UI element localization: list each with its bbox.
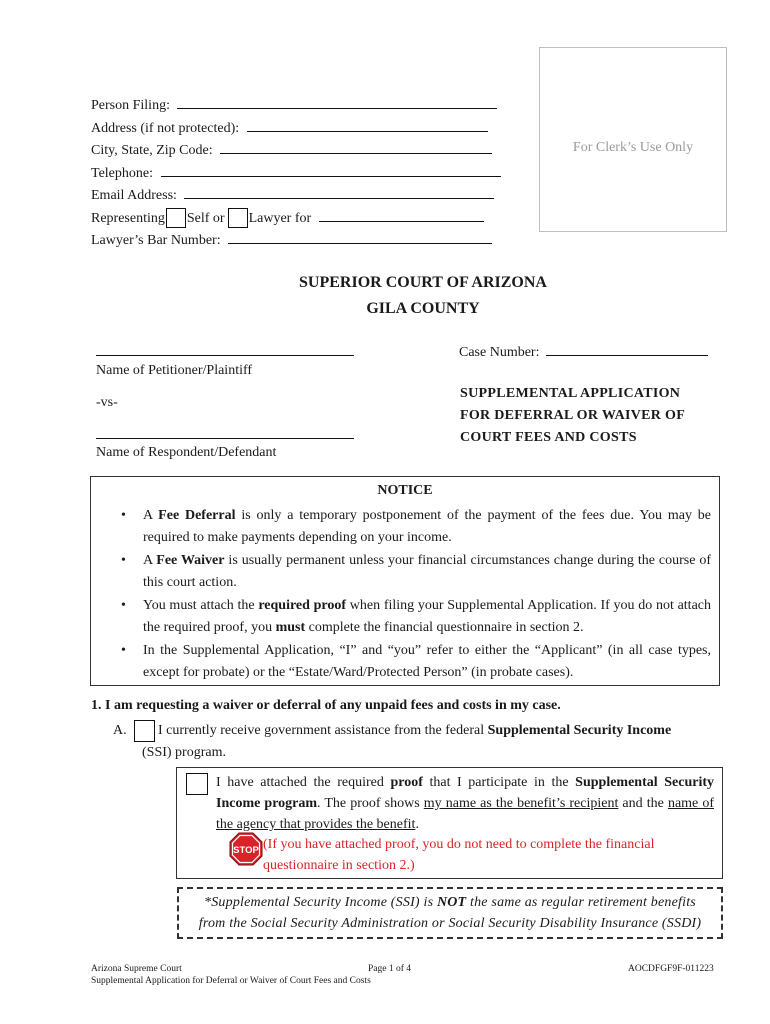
telephone-label: Telephone:	[91, 165, 153, 181]
lawyer-for-field[interactable]	[319, 207, 484, 222]
petitioner-label: Name of Petitioner/Plaintiff	[96, 363, 253, 378]
item-a-text: I currently receive government assistance from the federal Supplemental Security Income	[158, 723, 672, 738]
person-filing-label: Person Filing:	[91, 98, 170, 113]
case-number-row	[459, 341, 708, 361]
court-name: SUPERIOR COURT OF ARIZONA	[299, 274, 547, 291]
item-a-checkbox[interactable]	[134, 720, 155, 742]
self-label: Self or	[186, 210, 225, 226]
form-title-line1: SUPPLEMENTAL APPLICATION	[460, 386, 681, 401]
versus-label: -vs-	[96, 395, 118, 410]
notice-box	[90, 476, 720, 686]
clerk-use-box	[539, 47, 727, 232]
section-1-heading: 1. I am requesting a waiver or deferral of any unpaid fees and costs in my case.	[91, 698, 561, 713]
case-number-field[interactable]	[546, 341, 708, 356]
item-a	[113, 720, 713, 760]
respondent-label: Name of Respondent/Defendant	[96, 445, 277, 460]
proof-box	[176, 767, 723, 879]
address-field[interactable]	[247, 117, 488, 132]
stop-note: (If you have attached proof, you do not need to complete the financial questionnaire in section 2.)	[263, 837, 655, 873]
lawyer-for-label: Lawyer for	[248, 210, 312, 226]
lawyer-checkbox[interactable]	[228, 208, 248, 228]
self-checkbox[interactable]	[166, 208, 186, 228]
footer-form-code: AOCDFGF9F-011223	[628, 964, 714, 974]
stop-sign-label: STOP	[233, 845, 259, 856]
case-number-label: Case Number:	[459, 345, 540, 360]
filer-info	[91, 94, 501, 252]
item-a-letter: A.	[113, 723, 127, 738]
bar-number-field[interactable]	[228, 229, 492, 244]
stop-sign-icon	[229, 832, 263, 866]
notice-item-fee-deferral: • A Fee Deferral is only a temporary postponement of the payment of the fees due. You may be required to make payments depending on your income.	[143, 505, 719, 549]
item-a-text-cont: (SSI) program.	[142, 745, 226, 760]
clerk-use-label: For Clerk’s Use Only	[572, 140, 694, 155]
form-title-line3: COURT FEES AND COSTS	[460, 430, 637, 445]
footer-court: Arizona Supreme Court	[91, 964, 182, 974]
ssi-note: *Supplemental Security Income (SSI) is NOT the same as regular retirement benefits from the Social Security Administration or Social Security Disability Insurance (SSDI)	[198, 895, 702, 931]
footer-form-name: Supplemental Application for Deferral or Waiver of Court Fees and Costs	[91, 976, 371, 986]
notice-item-required-proof: • You must attach the required proof when filing your Supplemental Application. If you do not attach the required proof, you must complete the financial questionnaire in section 2.	[143, 595, 719, 639]
footer-page-number: Page 1 of 4	[368, 964, 412, 974]
form-title	[460, 383, 685, 449]
ssi-note-box	[177, 887, 723, 939]
petitioner-name-field[interactable]	[96, 341, 354, 356]
notice-item-fee-waiver: • A Fee Waiver is usually permanent unless your financial circumstances change during the course of this court action.	[143, 550, 719, 594]
representing-label: Representing	[91, 210, 165, 226]
address-label: Address (if not protected):	[91, 120, 240, 136]
footer-left	[91, 963, 371, 987]
city-state-zip-field[interactable]	[220, 139, 492, 154]
proof-attached-checkbox[interactable]	[186, 773, 208, 795]
form-title-line2: FOR DEFERRAL OR WAIVER OF	[460, 408, 686, 423]
proof-statement: I have attached the required proof that I participate in the Supplemental Security Income program. The proof shows my name as the benefit’s recipient and the name of the agency that provides the benefit.	[216, 775, 715, 832]
email-field[interactable]	[184, 184, 494, 199]
bar-number-label: Lawyer’s Bar Number:	[91, 233, 221, 248]
county-name: GILA COUNTY	[366, 300, 480, 317]
notice-heading: NOTICE	[377, 483, 433, 498]
city-state-zip-label: City, State, Zip Code:	[91, 143, 213, 158]
telephone-field[interactable]	[161, 162, 501, 177]
person-filing-field[interactable]	[177, 94, 497, 109]
notice-item-definitions: • In the Supplemental Application, “I” and “you” refer to either the “Applicant” (in all case types, except for probate) or the “Estate/Ward/Protected Person” (in probate cases).	[143, 640, 719, 684]
respondent-name-field[interactable]	[96, 424, 354, 439]
email-label: Email Address:	[91, 188, 177, 203]
